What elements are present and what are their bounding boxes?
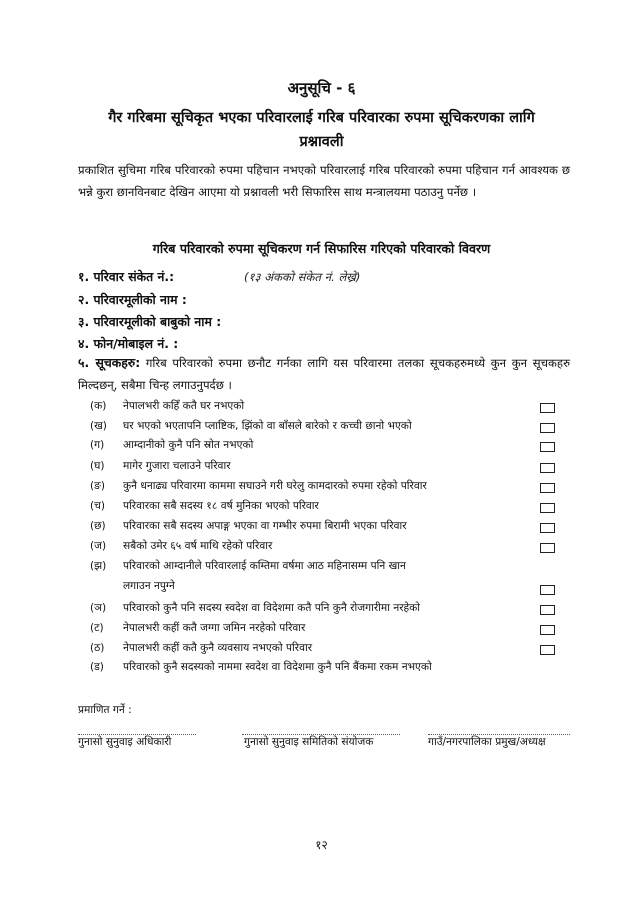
signatory-grievance-officer: गुनासो सुनुवाइ अधिकारी xyxy=(78,736,172,748)
indicator-text: परिवारको कुनै पनि सदस्य स्वदेश वा विदेशमा कतै पनि कुनै रोजगारीमा नरहेको xyxy=(123,602,421,614)
family-code-label: १. परिवार संकेत नं.: xyxy=(78,269,175,284)
indicator-checkbox[interactable] xyxy=(540,625,555,635)
indicator-marker: (ग) xyxy=(90,439,105,451)
page-number: १२ xyxy=(315,838,328,852)
indicator-checkbox[interactable] xyxy=(540,403,555,413)
indicator-marker: (ञ) xyxy=(90,602,107,614)
indicator-marker: (ङ) xyxy=(90,480,106,492)
indicator-marker: (ज) xyxy=(90,540,107,552)
indicator-marker: (ड) xyxy=(90,661,104,673)
indicators-paragraph xyxy=(78,352,570,396)
indicator-checkbox[interactable] xyxy=(540,605,555,615)
indicator-text: सबैको उमेर ६५ वर्ष माथि रहेको परिवार xyxy=(123,540,273,552)
indicator-marker: (ख) xyxy=(90,420,107,432)
form-title-line2: प्रश्नावली xyxy=(299,134,344,150)
indicator-checkbox[interactable] xyxy=(540,645,555,655)
schedule-label: अनुसूचि - ६ xyxy=(287,79,356,97)
indicator-marker: (च) xyxy=(90,500,105,512)
indicator-text: लगाउन नपुग्ने xyxy=(123,580,175,592)
indicator-text: मागेर गुजारा चलाउने परिवार xyxy=(123,460,231,472)
indicator-checkbox[interactable] xyxy=(540,423,555,433)
indicator-checkbox[interactable] xyxy=(540,503,555,513)
indicator-text: परिवारको आम्दानीले परिवारलाई कम्तिमा वर्षमा आठ महिनासम्म पनि खान xyxy=(123,560,406,572)
section-heading: गरिब परिवारको रुपमा सूचिकरण गर्न सिफारिस गरिएको परिवारको विवरण xyxy=(152,241,491,256)
indicator-checkbox[interactable] xyxy=(540,463,555,473)
intro-paragraph: प्रकाशित सुचिमा गरिब परिवारको रुपमा पहिचान नभएको परिवारलाई गरिब परिवारको रुपमा पहिचान गर्न आवश्यक छ भन्ने कुरा छानविनबाट देखिन आएमा यो प्रश्नावली भरी सिफारिस साथ मन्त्रालयमा पठाउनु पर्नेछ । xyxy=(78,163,570,199)
indicator-text: परिवारका सबै सदस्य १८ वर्ष मुनिका भएको परिवार xyxy=(123,500,319,512)
indicator-checkbox[interactable] xyxy=(540,523,555,533)
indicator-marker: (ट) xyxy=(90,622,104,634)
indicators-text: गरिब परिवारको रुपमा छनौट गर्नका लागि यस परिवारमा तलका सूचकहरुमध्ये कुन कुन सूचकहरु मिल्दछन्, सबैमा चिन्ह लगाउनुपर्दछ । xyxy=(78,356,570,392)
signatory-committee-coordinator: गुनासो सुनुवाइ समितिको संयोजक xyxy=(244,736,374,748)
indicator-checkbox[interactable] xyxy=(540,585,555,595)
indicators-label: ५. सूचकहरु: xyxy=(78,355,141,370)
household-head-father-label: ३. परिवारमूलीको बाबुको नाम : xyxy=(78,314,222,329)
indicator-text: नेपालभरी कहिँ कतै घर नभएको xyxy=(123,400,245,412)
attestation-label: प्रमाणित गर्ने : xyxy=(78,704,132,716)
indicator-marker: (क) xyxy=(90,400,107,412)
family-code-hint: (१३ अंकको संकेत नं. लेख्रे) xyxy=(244,270,361,284)
indicator-text: घर भएको भएतापनि प्लाष्टिक, झिंको वा बाँसले बारेको र कच्ची छानो भएको xyxy=(123,420,412,432)
indicator-marker: (झ) xyxy=(90,560,107,572)
indicator-text: नेपालभरी कहीं कतै जग्गा जमिन नरहेको परिवार xyxy=(123,622,306,634)
indicator-marker: (ठ) xyxy=(90,642,105,654)
indicator-text: आम्दानीको कुनै पनि स्रोत नभएको xyxy=(123,439,254,451)
indicator-text: परिवारका सबै सदस्य अपाङ्ग भएका वा गम्भीर रुपमा बिरामी भएका परिवार xyxy=(123,520,407,532)
indicator-text: कुनै धनाढ्य परिवारमा काममा सघाउने गरी घरेलु कामदारको रुपमा रहेको परिवार xyxy=(123,480,427,492)
indicator-checkbox[interactable] xyxy=(540,442,555,452)
indicator-marker: (छ) xyxy=(90,520,106,532)
indicator-text: नेपालभरी कहीं कतै कुनै व्यवसाय नभएको परिवार xyxy=(123,642,313,654)
form-title: गैर गरिबमा सूचिकृत भएका परिवारलाई गरिब परिवारका रुपमा सूचिकरणका लागि xyxy=(108,110,535,126)
signatory-municipal-head: गाउँ/नगरपालिका प्रमुख/अध्यक्ष xyxy=(428,736,546,748)
indicator-checkbox[interactable] xyxy=(540,543,555,553)
household-head-name-label: २. परिवारमूलीको नाम : xyxy=(78,292,187,307)
indicator-marker: (घ) xyxy=(90,460,105,472)
indicator-checkbox[interactable] xyxy=(540,483,555,493)
indicator-text: परिवारको कुनै सदस्यको नाममा स्वदेश वा विदेशमा कुनै पनि बैंकमा रकम नभएको xyxy=(123,661,432,673)
phone-mobile-label: ४. फोन/मोबाइल नं. : xyxy=(78,336,179,351)
